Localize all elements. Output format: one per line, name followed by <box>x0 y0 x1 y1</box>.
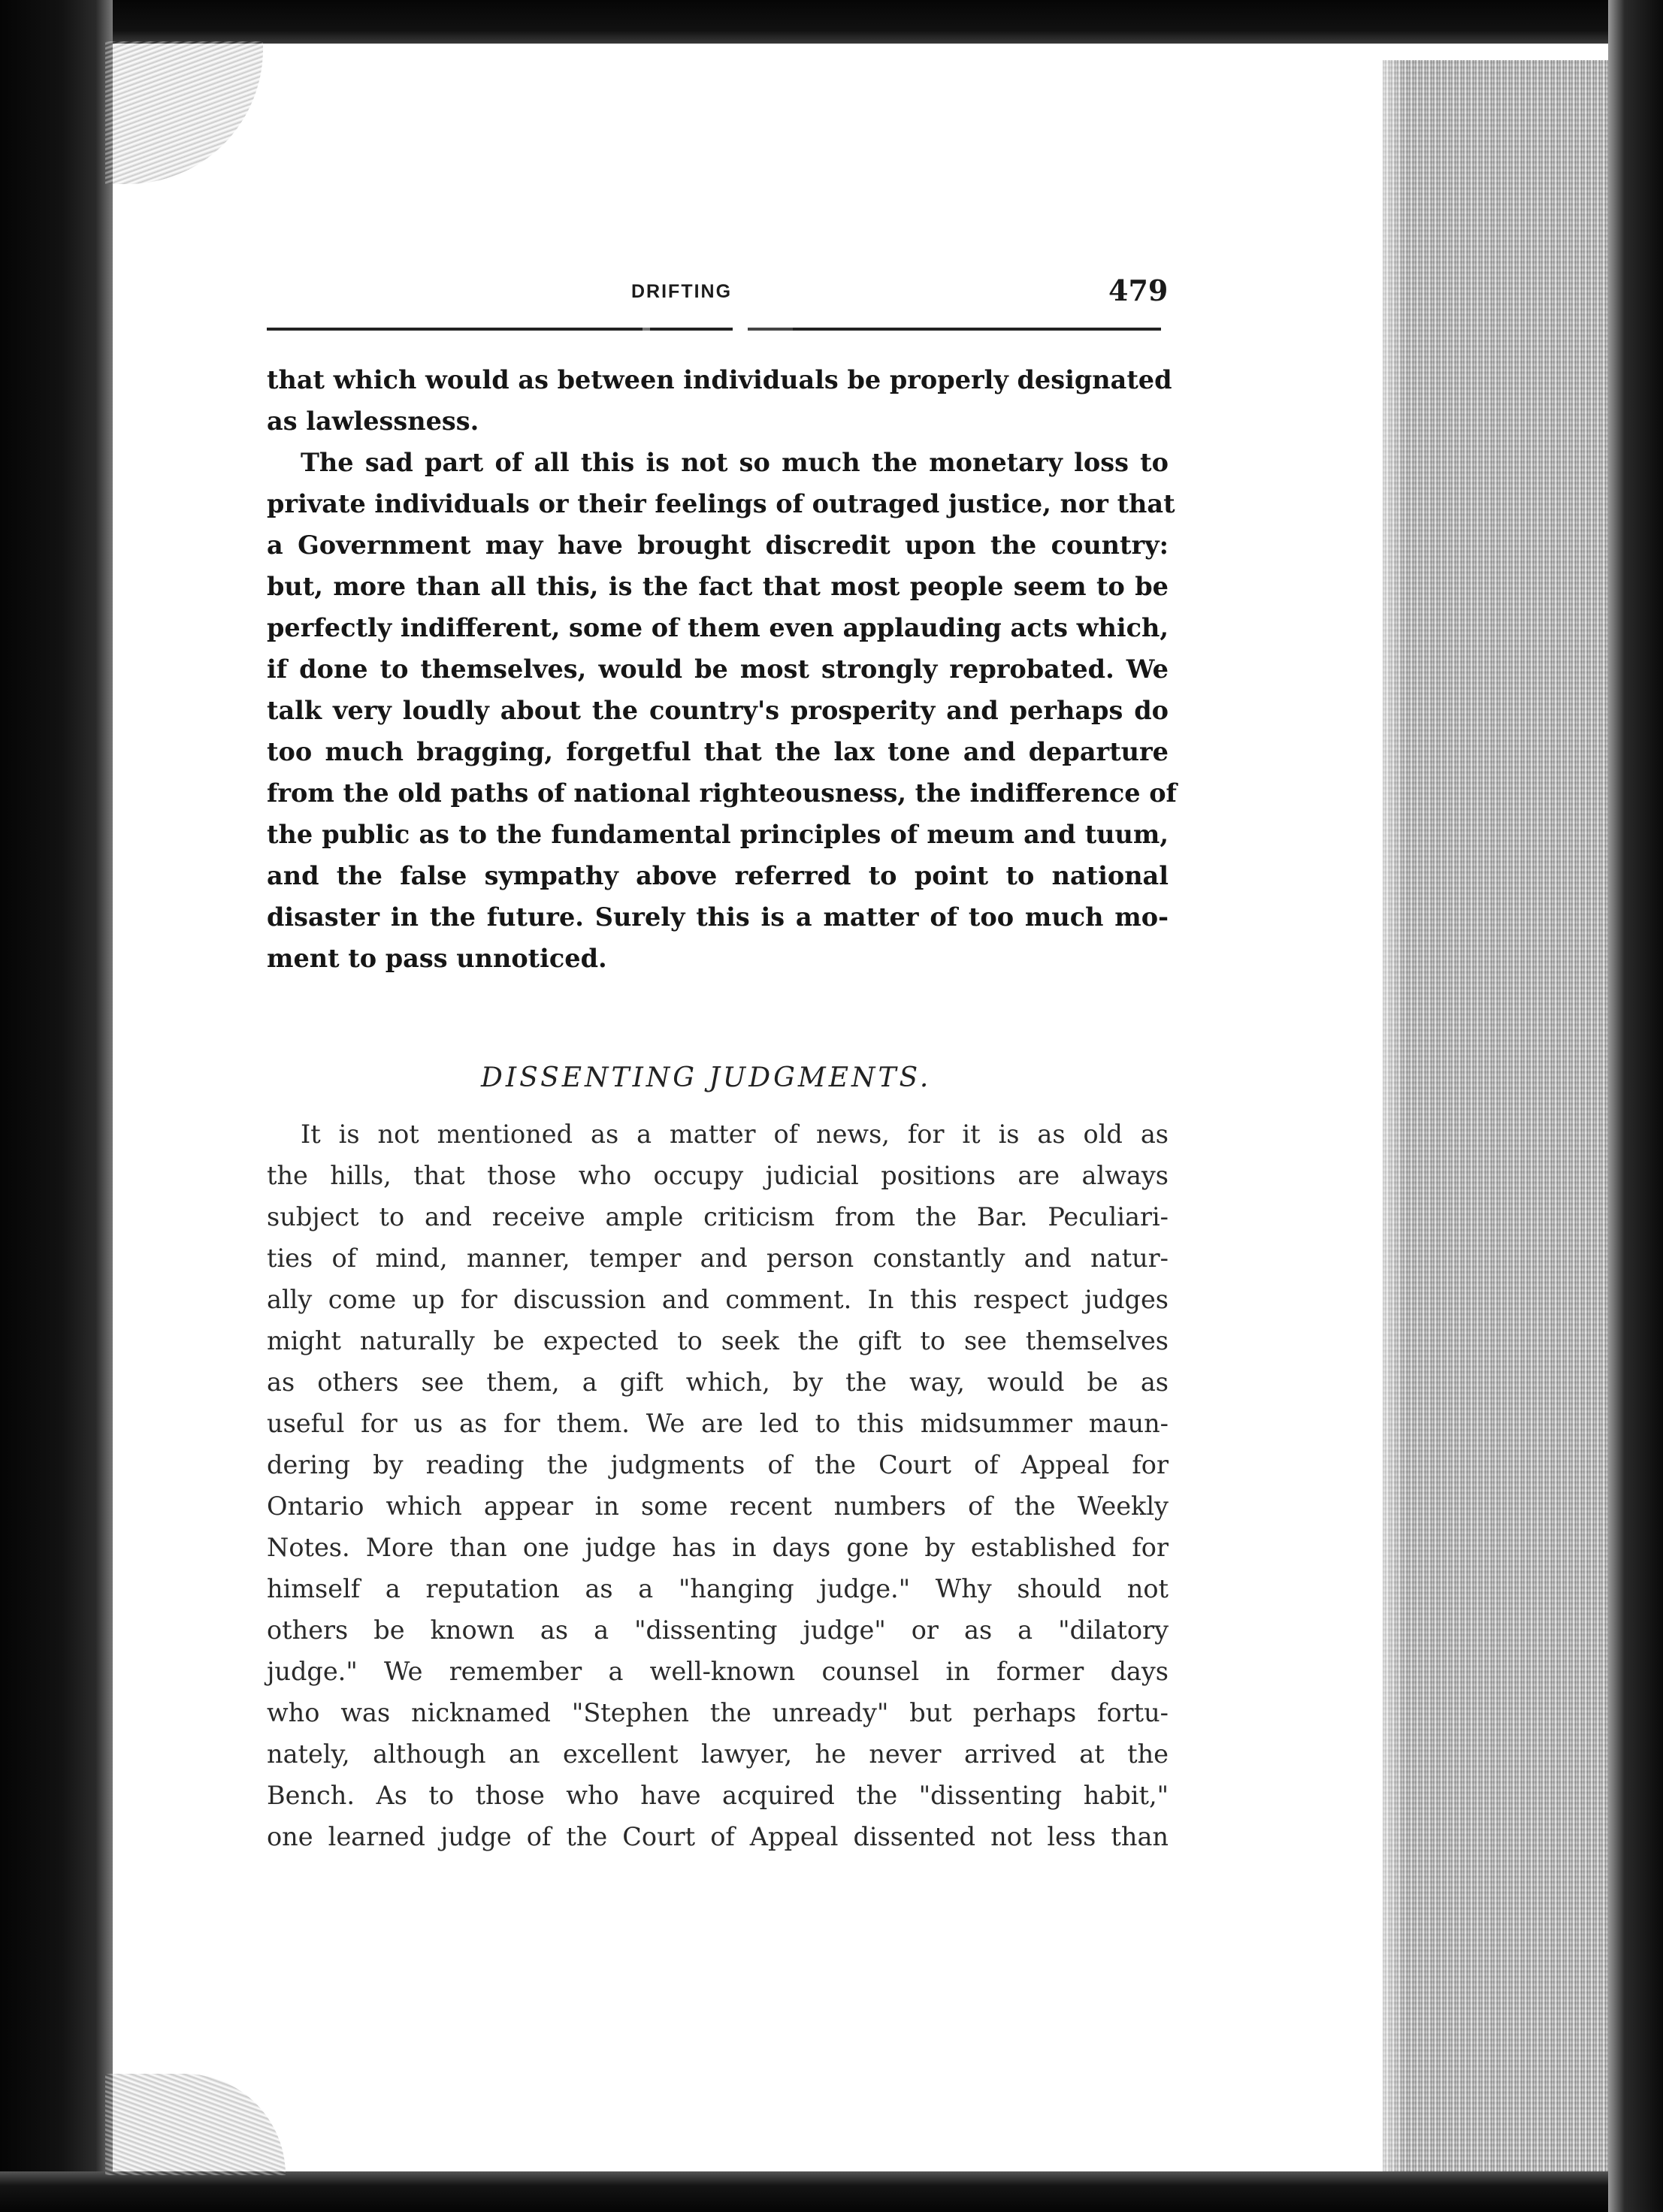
text-line: Ontario which appear in some recent numbers of the Weekly <box>267 1491 1169 1521</box>
text-line: himself a reputation as a "hanging judge." Why should not <box>267 1574 1169 1603</box>
text-line: who was nicknamed "Stephen the unready" but perhaps fortu- <box>267 1698 1169 1727</box>
running-head: DRIFTING <box>631 281 733 302</box>
text-line: might naturally be expected to seek the gift to see themselves <box>267 1326 1169 1355</box>
text-line: others be known as a "dissenting judge" or as a "dilatory <box>267 1615 1169 1645</box>
scan-border-bottom <box>0 2171 1663 2212</box>
text-line: the public as to the fundamental principles of meum and tuum, <box>267 820 1169 849</box>
page-number: 479 <box>1108 273 1169 307</box>
paragraph-continuation <box>267 359 1172 442</box>
text-line: the hills, that those who occupy judicial positions are always <box>267 1161 1169 1190</box>
text-line: ties of mind, manner, temper and person constantly and natur- <box>267 1243 1169 1273</box>
text-line: private individuals or their feelings of outraged justice, nor that <box>267 489 1175 518</box>
text-line: perfectly indifferent, some of them even applauding acts which, <box>267 613 1169 642</box>
text-line: disaster in the future. Surely this is a matter of too much mo- <box>267 902 1169 932</box>
text-line: from the old paths of national righteousness, the indifference of <box>267 778 1177 808</box>
paragraph-dissenting-judgments <box>267 1114 1169 1857</box>
header-rule <box>267 328 1161 331</box>
text-line: dering by reading the judgments of the Court of Appeal for <box>267 1450 1169 1479</box>
text-line: one learned judge of the Court of Appeal dissented not less than <box>267 1822 1169 1851</box>
section-heading: DISSENTING JUDGMENTS. <box>481 1062 932 1093</box>
corner-grain-bottom-left <box>105 2074 286 2175</box>
text-line: that which would as between individuals be properly designated <box>267 365 1172 394</box>
text-line: talk very loudly about the country's prosperity and perhaps do <box>267 696 1169 725</box>
text-line: too much bragging, forgetful that the lax tone and departure <box>267 737 1169 766</box>
text-line: judge." We remember a well-known counsel in former days <box>267 1657 1169 1686</box>
text-line: and the false sympathy above referred to point to national <box>267 861 1169 890</box>
text-line: but, more than all this, is the fact that most people seem to be <box>267 572 1169 601</box>
text-line: The sad part of all this is not so much the monetary loss to <box>301 448 1169 477</box>
text-line: Notes. More than one judge has in days gone by established for <box>267 1533 1169 1562</box>
scan-border-top <box>0 0 1663 44</box>
text-line: ment to pass unnoticed. <box>267 944 607 973</box>
text-line: It is not mentioned as a matter of news, for it is as old as <box>301 1120 1169 1149</box>
text-line: if done to themselves, would be most strongly reprobated. We <box>267 654 1169 684</box>
text-line: Bench. As to those who have acquired the "dissenting habit," <box>267 1781 1169 1810</box>
text-line: nately, although an excellent lawyer, he never arrived at the <box>267 1739 1169 1769</box>
fore-edge-fade <box>1360 60 1405 2171</box>
scan-border-left <box>0 0 113 2212</box>
text-line: ally come up for discussion and comment. In this respect judges <box>267 1285 1169 1314</box>
scan-border-right <box>1608 0 1663 2212</box>
text-line: a Government may have brought discredit upon the country: <box>267 530 1169 560</box>
corner-grain-top-left <box>105 41 263 184</box>
book-fore-edge <box>1383 60 1608 2171</box>
text-line: useful for us as for them. We are led to this midsummer maun- <box>267 1409 1169 1438</box>
text-line: as lawlessness. <box>267 406 479 436</box>
paragraph-drifting <box>267 442 1177 979</box>
text-line: subject to and receive ample criticism from the Bar. Peculiari- <box>267 1202 1169 1231</box>
text-line: as others see them, a gift which, by the way, would be as <box>267 1367 1169 1397</box>
